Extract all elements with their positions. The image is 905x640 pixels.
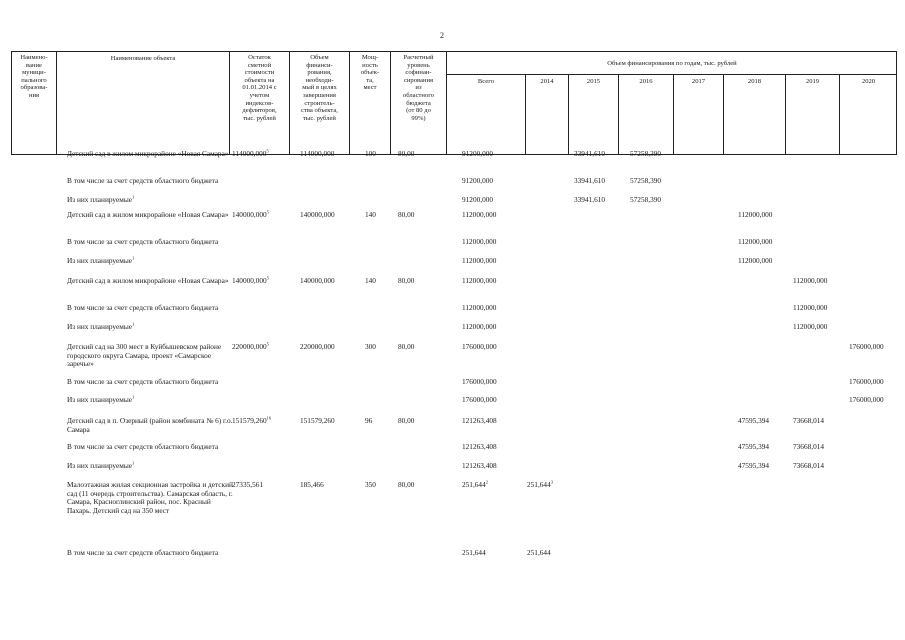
cell-total: 91200,000 xyxy=(462,195,494,204)
cell-total: 121263,408 xyxy=(462,442,497,451)
row-name: Малоэтажная жилая секционная застройка и детский сад (11 очередь строительства). Самарская область, г. Самара, Красноглинский район, пос. Красный Пахарь. Детский сад на 350 мест xyxy=(67,480,233,515)
header-years-title: Объем финансирования по годам, тыс. рублей xyxy=(607,60,737,67)
cell-total: 112000,000 xyxy=(462,303,497,312)
cell-total: 121263,408 xyxy=(462,461,497,470)
cell-y2019: 73668,014 xyxy=(793,416,825,425)
cell-total: 112000,000 xyxy=(462,210,497,219)
row-name: Из них планируемые$^1$ xyxy=(67,460,135,470)
cell-y2019: 112000,000 xyxy=(793,322,828,331)
cell-total: 112000,000 xyxy=(462,322,497,331)
cell-y2019: 112000,000 xyxy=(793,303,828,312)
cell-y2016: 57258,390 xyxy=(630,176,662,185)
row-name: Детский сад на 300 мест в Куйбышевском районе городского округа Самара, проект «Самарское заречье» xyxy=(67,342,222,369)
row-name: В том числе за счет средств областного бюджета xyxy=(67,303,219,312)
header-year-2019: 2019 xyxy=(805,78,820,85)
header-year-2015: 2015 xyxy=(586,78,601,85)
row-name: Детский сад в жилом микрорайоне «Новая Самара» xyxy=(67,276,229,285)
cell-total: 176000,000 xyxy=(462,377,497,386)
cell-y2018: 112000,000 xyxy=(738,237,773,246)
row-name: В том числе за счет средств областного бюджета xyxy=(67,377,219,386)
cell-capacity: 140 xyxy=(365,276,376,285)
cell-remaining: 114000,000$^5$ xyxy=(232,148,269,158)
cell-level: 80,00 xyxy=(398,480,415,489)
header-year-2017: 2017 xyxy=(691,78,706,85)
cell-capacity: 300 xyxy=(365,342,376,351)
header-year-2016: 2016 xyxy=(639,78,653,85)
header-object: Наименование объекта xyxy=(110,55,176,62)
row-name: Из них планируемые$^1$ xyxy=(67,321,135,331)
header-capacity: Мощ- ность объек- та, мест xyxy=(360,54,380,92)
cell-y2015: 33941,610 xyxy=(574,176,606,185)
page-number: 2 xyxy=(440,31,444,40)
cell-y2015: 33941,610 xyxy=(574,195,606,204)
cell-remaining: 220000,000$^5$ xyxy=(232,341,269,351)
cell-level: 80,00 xyxy=(398,210,415,219)
cell-capacity: 140 xyxy=(365,210,376,219)
cell-total: 176000,000 xyxy=(462,342,497,351)
row-name: В том числе за счет средств областного бюджета xyxy=(67,548,219,557)
header-financing-volume: Объем финанси- рования, необходи- мый в целях завершения строитель- ства объекта, тыс. рублей xyxy=(301,54,338,122)
cell-volume: 140000,000 xyxy=(300,210,335,219)
row-name: В том числе за счет средств областного бюджета xyxy=(67,237,219,246)
cell-total: 176000,000 xyxy=(462,395,497,404)
cell-y2018: 112000,000 xyxy=(738,256,773,265)
cell-remaining: 27335,561 xyxy=(232,480,264,489)
header-year-total: Всего xyxy=(477,78,495,85)
cell-y2019: 73668,014 xyxy=(793,442,825,451)
header-year-2018: 2018 xyxy=(747,78,762,85)
cell-y2020: 176000,000 xyxy=(849,377,884,386)
cell-y2018: 112000,000 xyxy=(738,210,773,219)
cell-y2018: 47595,394 xyxy=(738,461,770,470)
cell-level: 80,00 xyxy=(398,276,415,285)
header-cofinancing-level: Расчетный уровень софинан- сирования из областного бюджета (от 80 до 99%) xyxy=(402,54,435,122)
cell-total: 112000,000 xyxy=(462,237,497,246)
cell-y2014: 251,644 xyxy=(527,548,551,557)
cell-remaining: 151579,260$^{16}$ xyxy=(232,415,272,425)
header-year-2014: 2014 xyxy=(540,78,554,85)
cell-y2016: 57258,390 xyxy=(630,149,662,158)
cell-remaining: 140000,000$^5$ xyxy=(232,209,269,219)
row-name: Детский сад в жилом микрорайоне «Новая Самара» xyxy=(67,210,229,219)
cell-y2018: 47595,394 xyxy=(738,416,770,425)
cell-volume: 185,466 xyxy=(300,480,324,489)
row-name: Детский сад в п. Озерный (район комбината № 6) г.о. Самара xyxy=(67,416,233,434)
cell-level: 80,00 xyxy=(398,149,415,158)
header-remaining-cost: Остаток сметной стоимости объекта на 01.01.2014 с учетом индексов- дефляторов, тыс. рублей xyxy=(242,54,277,122)
cell-total: 91200,000 xyxy=(462,149,494,158)
cell-capacity: 96 xyxy=(365,416,373,425)
cell-total: 112000,000 xyxy=(462,256,497,265)
cell-y2020: 176000,000 xyxy=(849,342,884,351)
cell-capacity: 350 xyxy=(365,480,376,489)
cell-total: 251,644 xyxy=(462,548,486,557)
cell-total: 121263,408 xyxy=(462,416,497,425)
cell-y2019: 112000,000 xyxy=(793,276,828,285)
cell-capacity: 100 xyxy=(365,149,376,158)
cell-total: 251,644$^2$ xyxy=(462,479,488,489)
cell-volume: 220000,000 xyxy=(300,342,335,351)
cell-y2020: 176000,000 xyxy=(849,395,884,404)
row-name: Из них планируемые$^1$ xyxy=(67,255,135,265)
cell-y2015: 33941,610 xyxy=(574,149,606,158)
cell-total: 112000,000 xyxy=(462,276,497,285)
cell-y2018: 47595,394 xyxy=(738,442,770,451)
cell-y2014: 251,644$^3$ xyxy=(527,479,553,489)
cell-volume: 114000,000 xyxy=(300,149,335,158)
cell-volume: 151579,260 xyxy=(300,416,335,425)
header-municipality: Наимено- вание муници- пального образова- ния xyxy=(20,54,48,99)
row-name: В том числе за счет средств областного бюджета xyxy=(67,176,219,185)
cell-volume: 140000,000 xyxy=(300,276,335,285)
cell-level: 80,00 xyxy=(398,416,415,425)
row-name: Детский сад в жилом микрорайоне «Новая Самара» xyxy=(67,149,229,158)
row-name: Из них планируемые$^1$ xyxy=(67,394,135,404)
cell-y2016: 57258,390 xyxy=(630,195,662,204)
cell-level: 80,00 xyxy=(398,342,415,351)
cell-y2019: 73668,014 xyxy=(793,461,825,470)
row-name: Из них планируемые$^1$ xyxy=(67,194,135,204)
cell-total: 91200,000 xyxy=(462,176,494,185)
header-year-2020: 2020 xyxy=(861,78,876,85)
row-name: В том числе за счет средств областного бюджета xyxy=(67,442,219,451)
cell-remaining: 140000,000$^5$ xyxy=(232,275,269,285)
